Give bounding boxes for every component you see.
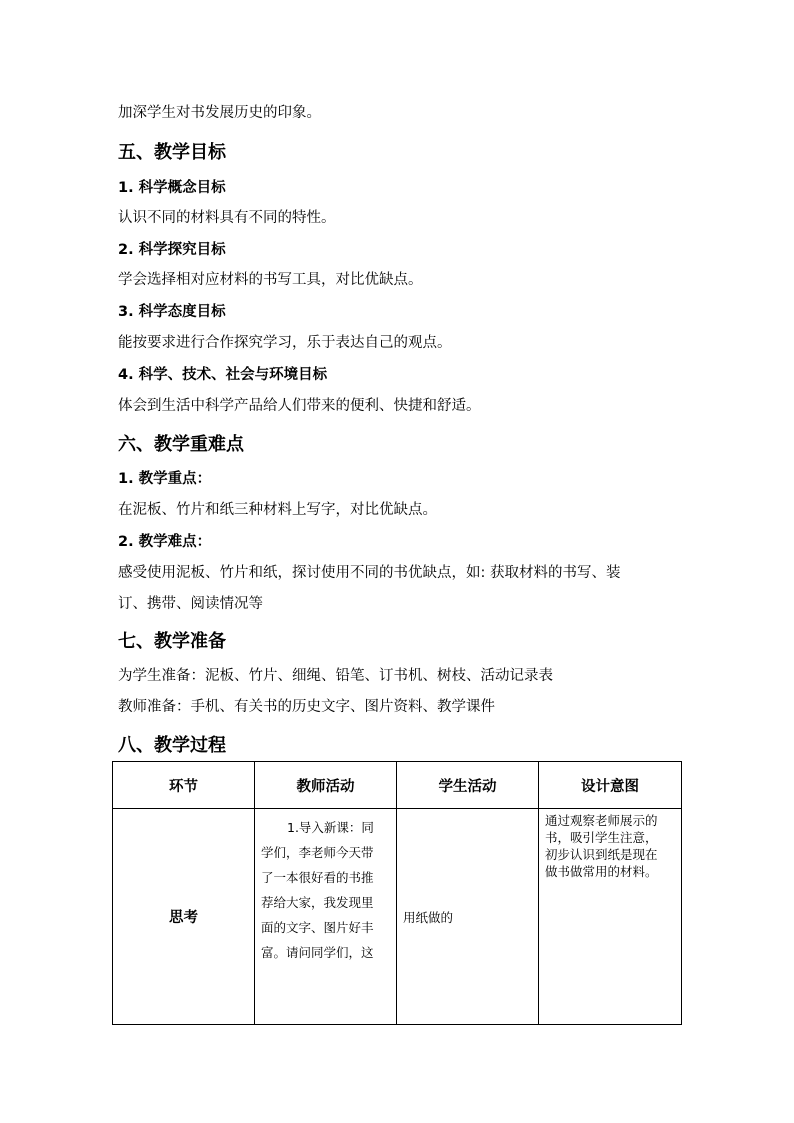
difficult-point-text: 感受使用泥板、竹片和纸，探讨使用不同的书优缺点，如: 获取材料的书写、装 [118, 565, 621, 581]
section5-title: 五、教学目标 [118, 142, 226, 163]
teacher-line: 富。请问同学们，这 [261, 945, 374, 960]
goal2-text: 学会选择相对应材料的书写工具，对比优缺点。 [118, 272, 423, 288]
key-point-text: 在泥板、竹片和纸三种材料上写字，对比优缺点。 [118, 502, 437, 518]
section7-title: 七、教学准备 [118, 631, 226, 652]
design-line: 书，吸引学生注意， [545, 830, 658, 845]
header-stage: 环节 [113, 762, 255, 809]
cell-stage: 思考 [113, 809, 255, 1025]
goal3-heading: 3. 科学态度目标 [118, 304, 226, 320]
header-student-activity: 学生活动 [397, 762, 539, 809]
section6-title: 六、教学重难点 [118, 434, 244, 455]
design-line: 做书做常用的材料。 [545, 864, 658, 879]
teacher-line: 1.导入新课：同 [287, 820, 374, 835]
cell-design-intent [539, 809, 682, 1025]
header-teacher-activity: 教师活动 [255, 762, 397, 809]
intro-tail-text: 加深学生对书发展历史的印象。 [118, 105, 321, 121]
teaching-process-table [112, 761, 682, 1025]
table-header-row [113, 762, 682, 809]
section8-title: 八、教学过程 [118, 735, 226, 756]
teacher-line: 学们，李老师今天带 [261, 845, 374, 860]
difficult-point-heading: 2. 教学难点： [118, 534, 212, 550]
teacher-line: 面的文字、图片好丰 [261, 920, 374, 935]
difficult-point-text-cont: 订、携带、阅读情况等 [118, 596, 263, 612]
key-point-heading: 1. 教学重点： [118, 471, 212, 487]
goal1-text: 认识不同的材料具有不同的特性。 [118, 210, 336, 226]
teacher-line: 了一本很好看的书推 [261, 870, 374, 885]
goal1-heading: 1. 科学概念目标 [118, 180, 226, 196]
cell-student-activity: 用纸做的 [397, 809, 539, 1025]
table-row [113, 809, 682, 1025]
goal2-heading: 2. 科学探究目标 [118, 242, 226, 258]
goal4-heading: 4. 科学、技术、社会与环境目标 [118, 367, 328, 383]
design-line: 通过观察老师展示的 [545, 813, 658, 828]
design-line: 初步认识到纸是现在 [545, 847, 658, 862]
teacher-line: 荐给大家，我发现里 [261, 895, 374, 910]
teacher-prep-text: 教师准备：手机、有关书的历史文字、图片资料、教学课件 [118, 699, 495, 715]
goal4-text: 体会到生活中科学产品给人们带来的便利、快捷和舒适。 [118, 398, 481, 414]
header-design-intent: 设计意图 [539, 762, 682, 809]
cell-teacher-activity [255, 809, 397, 1025]
student-prep-text: 为学生准备：泥板、竹片、细绳、铅笔、订书机、树枝、活动记录表 [118, 668, 553, 684]
goal3-text: 能按要求进行合作探究学习，乐于表达自己的观点。 [118, 335, 452, 351]
